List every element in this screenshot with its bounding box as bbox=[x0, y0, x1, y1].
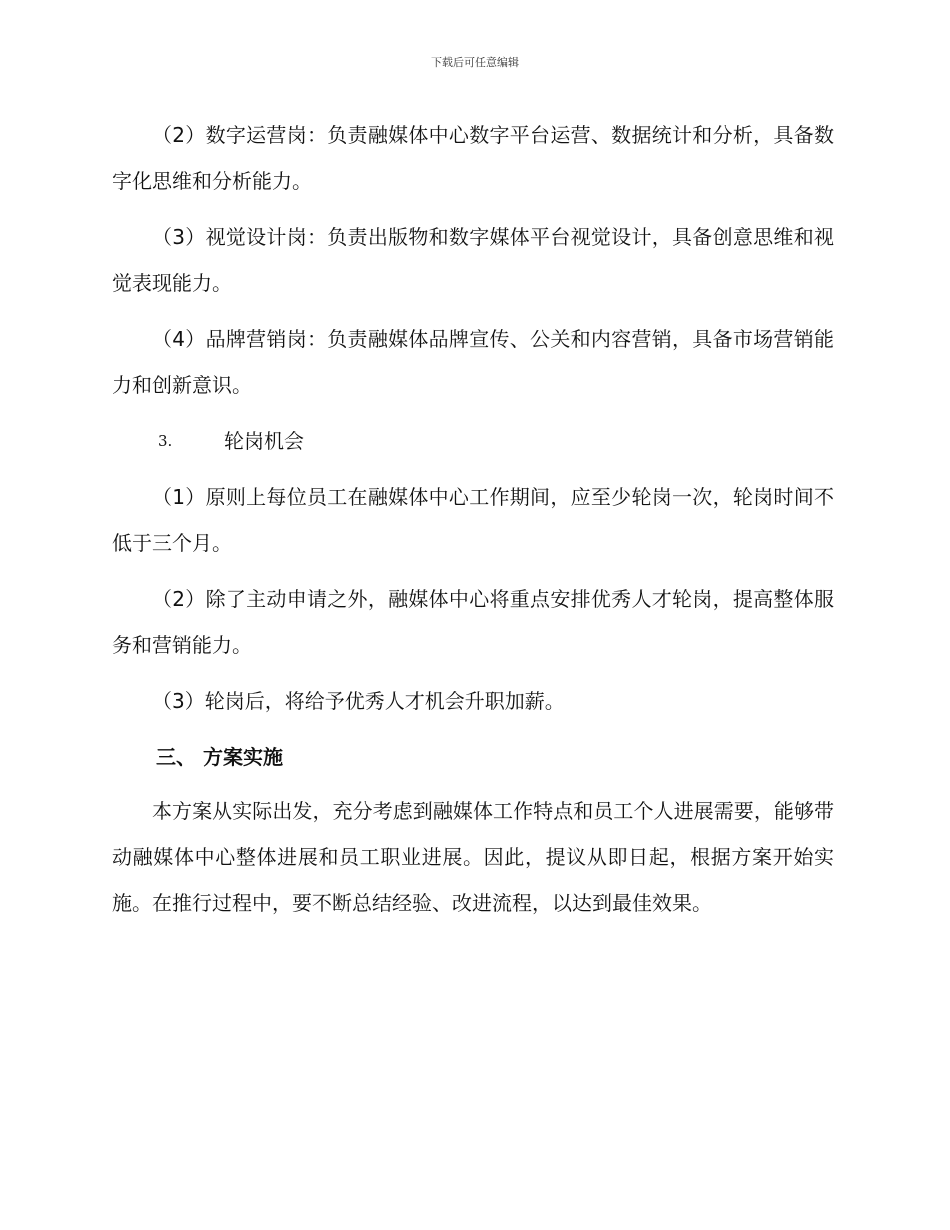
paragraph-rotation-3: （3）轮岗后，将给予优秀人才机会升职加薪。 bbox=[152, 689, 565, 713]
section-heading-implementation: 三、 方案实施 bbox=[156, 745, 283, 769]
list-number: 3. bbox=[158, 432, 173, 450]
page-header: 下载后可任意编辑 bbox=[431, 56, 519, 69]
document-body bbox=[112, 112, 834, 936]
numbered-heading-rotation bbox=[112, 418, 834, 464]
paragraph-digital-ops: （2）数字运营岗：负责融媒体中心数字平台运营、数据统计和分析，具备数字化思维和分析能力。 bbox=[112, 123, 834, 193]
list-title: 轮岗机会 bbox=[224, 429, 304, 453]
paragraph-rotation-2: （2）除了主动申请之外，融媒体中心将重点安排优秀人才轮岗，提高整体服务和营销能力。 bbox=[112, 587, 834, 657]
paragraph-visual-design: （3）视觉设计岗：负责出版物和数字媒体平台视觉设计，具备创意思维和视觉表现能力。 bbox=[112, 225, 834, 295]
paragraph-rotation-1: （1）原则上每位员工在融媒体中心工作期间，应至少轮岗一次，轮岗时间不低于三个月。 bbox=[112, 485, 834, 555]
paragraph-implementation: 本方案从实际出发，充分考虑到融媒体工作特点和员工个人进展需要，能够带动融媒体中心整体进展和员工职业进展。因此，提议从即日起，根据方案开始实施。在推行过程中，要不断总结经验、改进流程，以达到最佳效果。 bbox=[112, 799, 834, 915]
paragraph-brand-marketing: （4）品牌营销岗：负责融媒体品牌宣传、公关和内容营销，具备市场营销能力和创新意识。 bbox=[112, 327, 834, 397]
